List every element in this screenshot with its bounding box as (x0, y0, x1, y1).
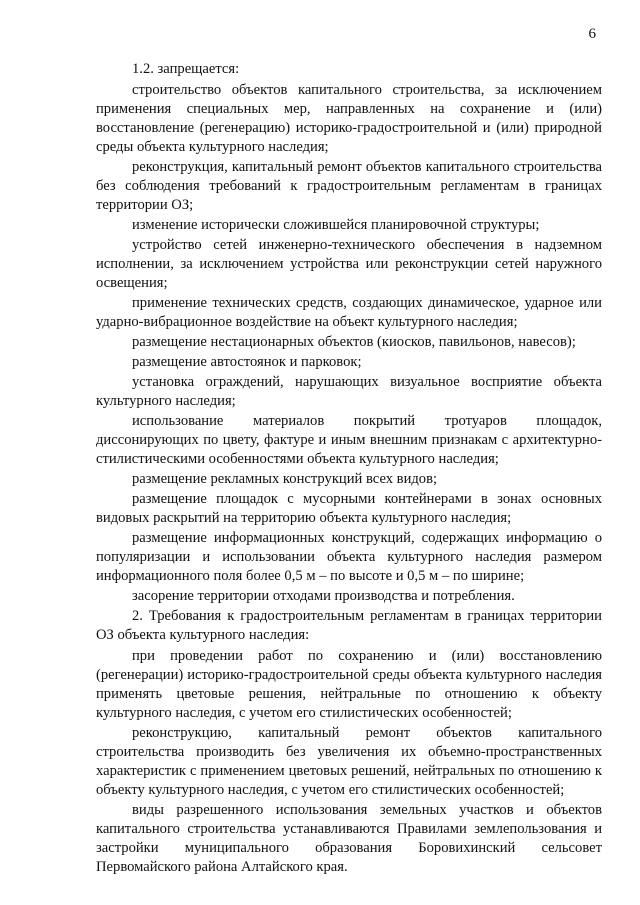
paragraph: засорение территории отходами производства и потребления. (132, 588, 515, 604)
document-body (96, 60, 602, 878)
paragraph: изменение исторически сложившейся планировочной структуры; (132, 217, 540, 233)
page-number: 6 (588, 26, 596, 42)
paragraph: строительство объектов капитального строительства, за исключением применения специальных мер, направленных на сохранение и (или) восстановление (регенерацию) историко-градостроительной и (или) природной среды объекта культурного наследия; (96, 82, 602, 155)
paragraph: установка ограждений, нарушающих визуальное восприятие объекта культурного наследия; (96, 374, 602, 409)
paragraph: при проведении работ по сохранению и (или) восстановлению (регенерации) историко-градостроительной среды объекта культурного наследия применять цветовые решения, нейтральные по отношению к объекту культурного наследия, с учетом его стилистических особенностей; (96, 648, 602, 721)
paragraph: размещение площадок с мусорными контейнерами в зонах основных видовых раскрытий на территорию объекта культурного наследия; (96, 491, 602, 526)
paragraph: виды разрешенного использования земельных участков и объектов капитального строительства устанавливаются Правилами землепользования и застройки муниципального образования Боровихинский сельсовет Первомайского района Алтайского края. (96, 802, 602, 875)
paragraph: размещение нестационарных объектов (киосков, павильонов, навесов); (132, 334, 576, 350)
section-heading-2: 2. Требования к градостроительным регламентам в границах территории ОЗ объекта культурного наследия: (96, 608, 602, 643)
paragraph: реконструкцию, капитальный ремонт объектов капитального строительства производить без увеличения их объемно-пространственных характеристик с применением цветовых решений, нейтральных по отношению к объекту культурного наследия, с учетом его стилистических особенностей; (96, 725, 602, 798)
paragraph: размещение информационных конструкций, содержащих информацию о популяризации и использовании объекта культурного наследия размером информационного поля более 0,5 м – по высоте и 0,5 м – по ширине; (96, 530, 602, 584)
section-heading-1-2: 1.2. запрещается: (132, 61, 240, 77)
paragraph: реконструкция, капитальный ремонт объектов капитального строительства без соблюдения требований к градостроительным регламентам в границах территории ОЗ; (96, 159, 602, 213)
paragraph: размещение автостоянок и парковок; (132, 354, 362, 370)
paragraph: применение технических средств, создающих динамическое, ударное или ударно-вибрационное воздействие на объект культурного наследия; (96, 295, 602, 330)
paragraph: устройство сетей инженерно-технического обеспечения в надземном исполнении, за исключением устройства или реконструкции сетей наружного освещения; (96, 237, 602, 291)
paragraph: использование материалов покрытий тротуаров площадок, диссонирующих по цвету, фактуре и иным внешним признакам с архитектурно-стилистическими особенностями объекта культурного наследия; (96, 413, 602, 467)
paragraph: размещение рекламных конструкций всех видов; (132, 471, 438, 487)
